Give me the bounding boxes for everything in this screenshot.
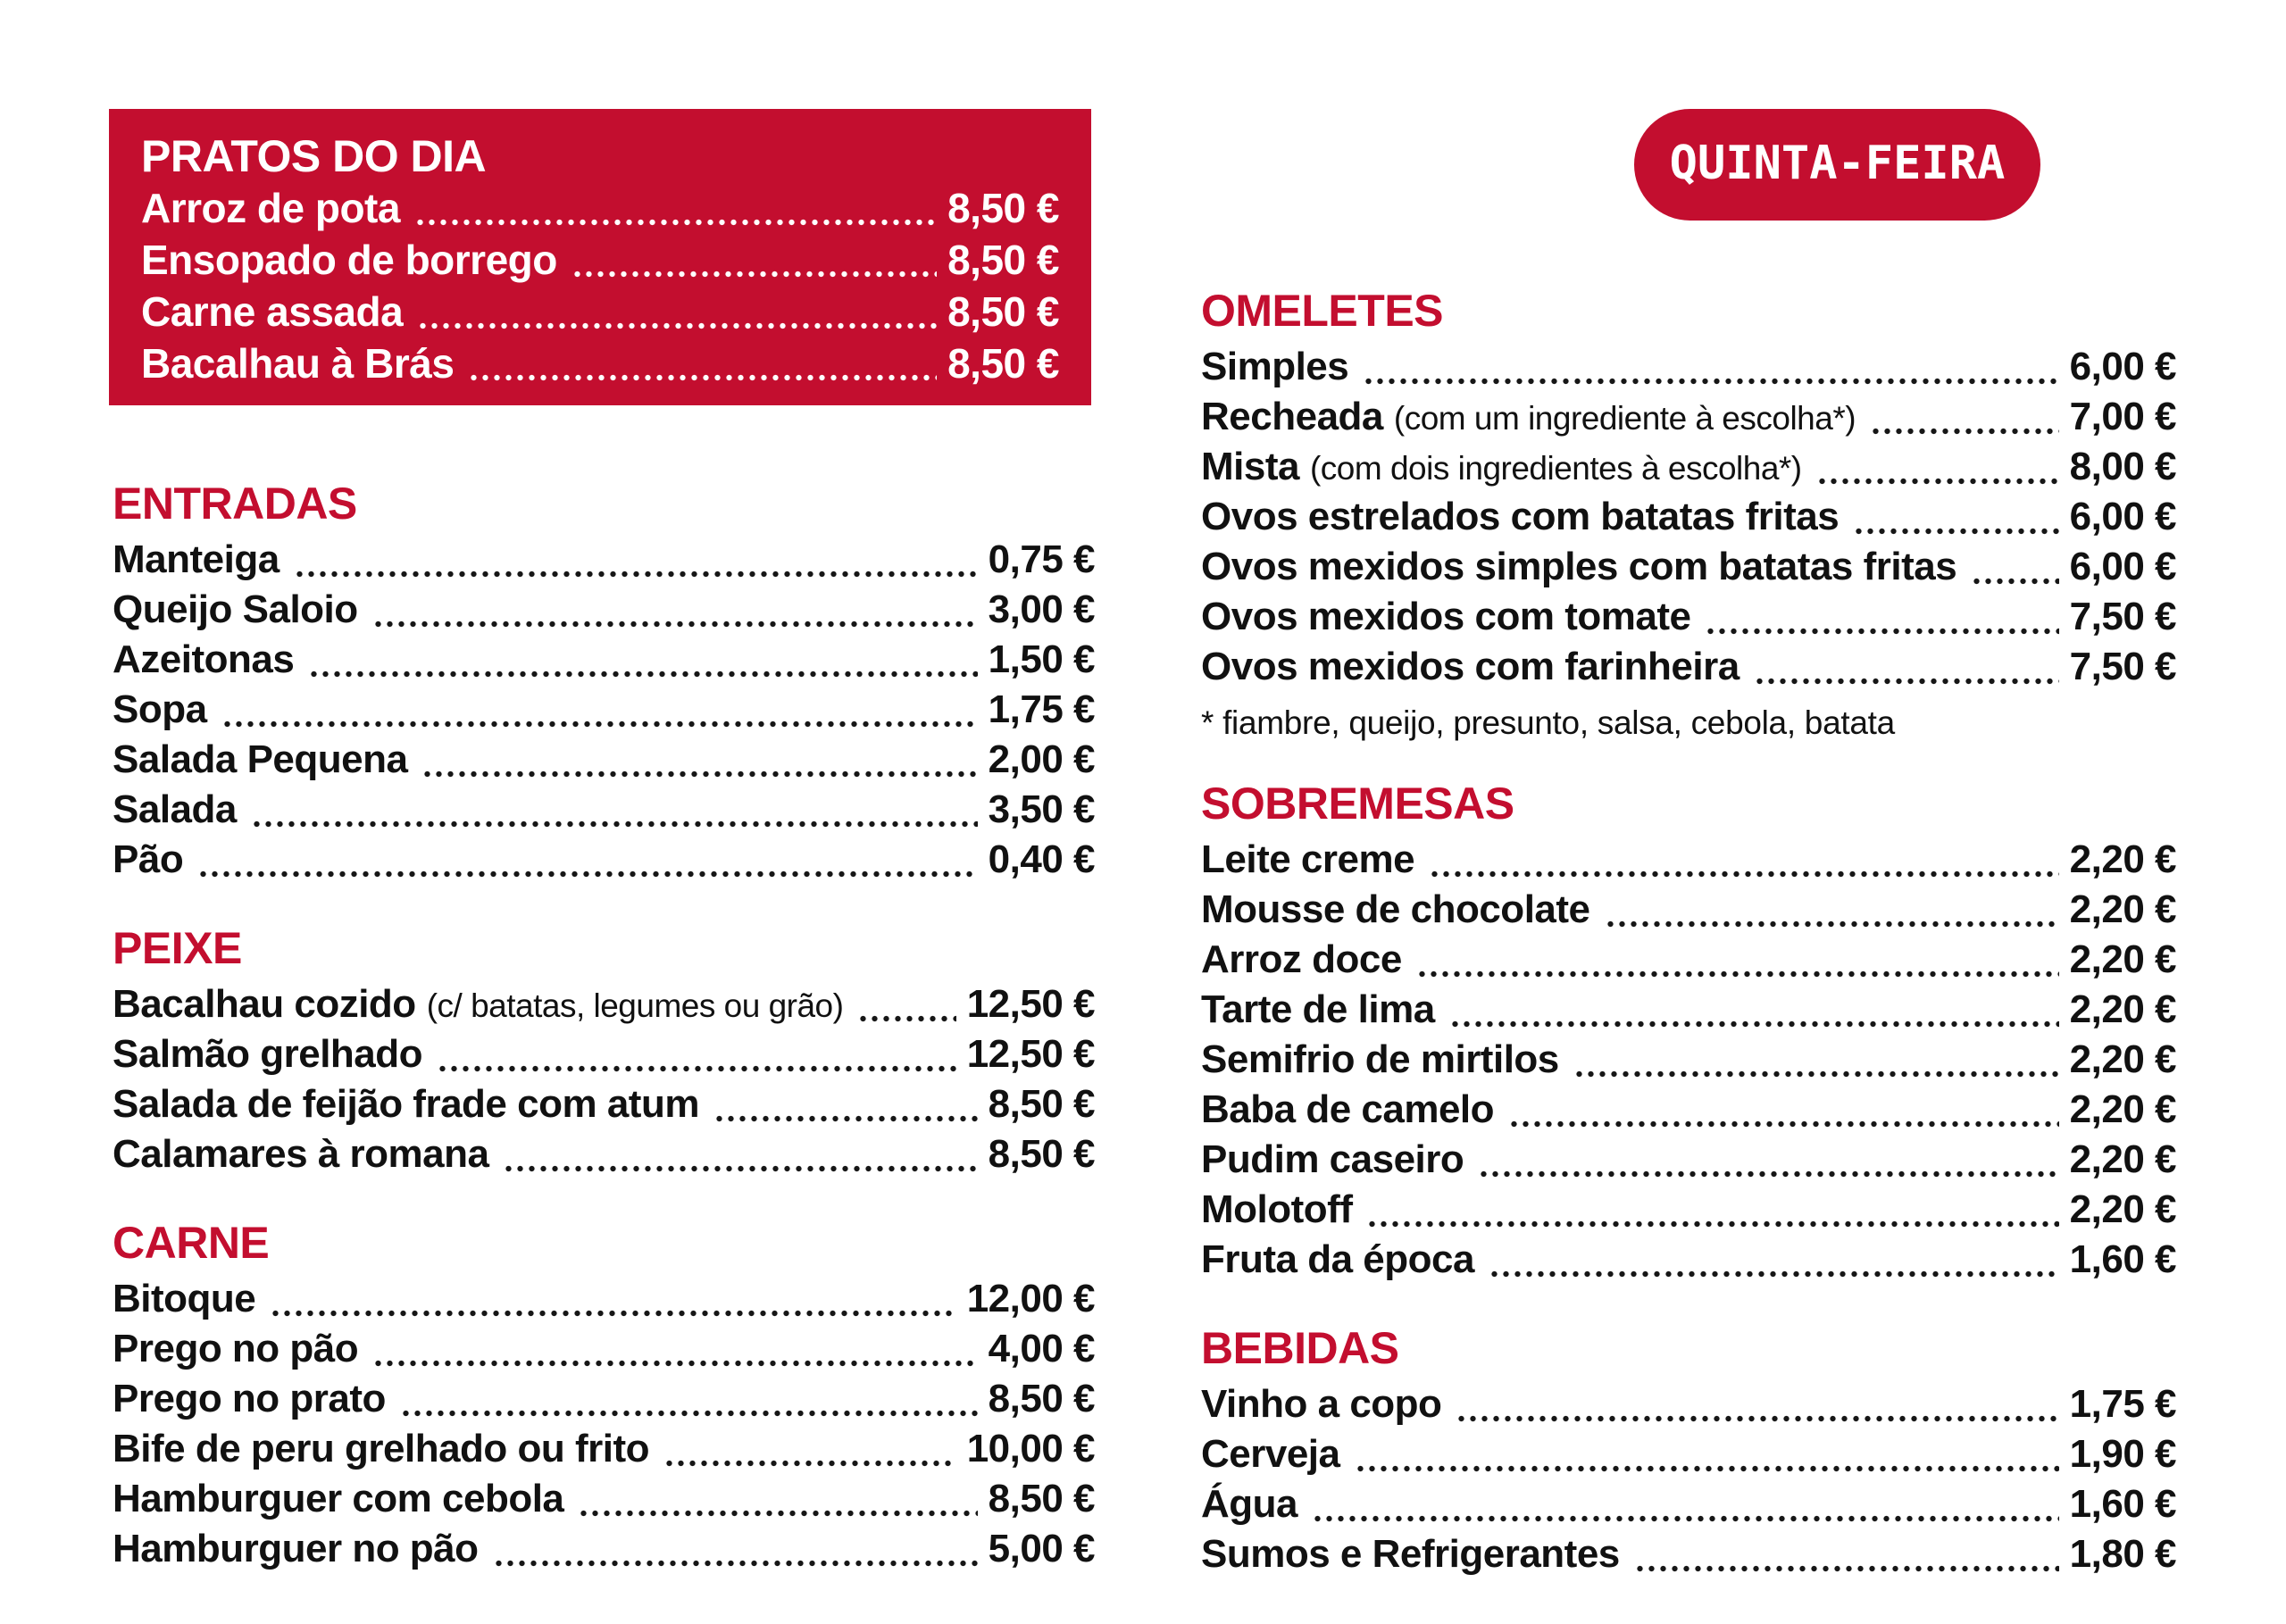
item-name: Água [1201,1482,1297,1526]
menu-section [113,1220,1095,1577]
dot-leader-icon [1705,595,2058,645]
item-price: 12,50 € [966,982,1095,1026]
menu-item-row [141,236,1059,287]
section-item-list [113,1277,1095,1577]
menu-item-row [113,982,1095,1032]
item-name: Sopa [113,687,207,731]
item-price: 2,20 € [2069,1137,2176,1181]
dot-leader-icon [400,1377,978,1427]
item-price: 8,50 € [947,340,1059,387]
item-price: 10,00 € [966,1427,1095,1470]
menu-item-row [113,737,1095,787]
dot-leader-icon [1355,1432,2059,1482]
item-price: 12,50 € [966,1032,1095,1076]
menu-section [1201,780,2176,1287]
item-name: Bitoque [113,1277,256,1320]
menu-item-row [141,339,1059,391]
item-name: Salada de feijão frade com atum [113,1082,699,1126]
menu-item-row [1201,1382,2176,1432]
item-name: Recheada [1201,395,1383,438]
item-name: Hamburguer com cebola [113,1477,564,1520]
item-note: (com dois ingredientes à escolha*) [1309,450,1802,487]
dot-leader-icon [1508,1087,2059,1137]
item-name: Sumos e Refrigerantes [1201,1532,1620,1576]
menu-item-row [141,184,1059,236]
dot-leader-icon [421,737,977,787]
dot-leader-icon [1416,937,2059,987]
dot-leader-icon [1605,887,2059,937]
item-price: 7,50 € [2069,595,2176,638]
item-name: Queijo Saloio [113,587,358,631]
item-name: Ovos mexidos com farinheira [1201,645,1740,688]
item-price: 7,00 € [2069,395,2176,438]
menu-section [113,925,1095,1182]
dot-leader-icon [197,837,977,887]
menu-item-row [113,837,1095,887]
item-name: Bacalhau à Brás [141,340,455,387]
menu-item-row [1201,1037,2176,1087]
item-name: Pão [113,837,184,881]
item-price: 1,80 € [2069,1532,2176,1576]
item-price: 5,00 € [988,1527,1095,1570]
day-badge [1634,109,2040,221]
dot-leader-icon [578,1477,977,1527]
item-price: 6,00 € [2069,495,2176,538]
dot-leader-icon [1754,645,2059,695]
menu-item-row [113,1527,1095,1577]
item-price: 1,50 € [988,637,1095,681]
item-price: 1,60 € [2069,1237,2176,1281]
dot-leader-icon [1870,395,2059,445]
menu-item-row [1201,445,2176,495]
menu-section [1201,1325,2176,1582]
menu-item-row [113,1477,1095,1527]
daily-specials-box [109,109,1091,405]
dot-leader-icon [663,1427,956,1477]
dot-leader-icon [572,236,937,287]
dot-leader-icon [1971,545,2058,595]
menu-item-row [113,787,1095,837]
menu-item-row [1201,1087,2176,1137]
item-name: Ovos estrelados com batatas fritas [1201,495,1840,538]
menu-item-row [113,687,1095,737]
menu-column-left [113,480,1095,1577]
item-name: Tarte de lima [1201,987,1435,1031]
menu-item-row [113,1327,1095,1377]
item-name: Arroz doce [1201,937,1402,981]
item-price: 12,00 € [966,1277,1095,1320]
item-price: 2,20 € [2069,1037,2176,1081]
dot-leader-icon [857,982,955,1032]
item-name: Leite creme [1201,837,1415,881]
item-price: 3,50 € [988,787,1095,831]
menu-item-row [113,587,1095,637]
item-name: Cerveja [1201,1432,1340,1476]
dot-leader-icon [414,184,937,236]
dot-leader-icon [493,1527,978,1577]
dot-leader-icon [1429,837,2059,887]
item-price: 2,00 € [988,737,1095,781]
item-name: Bife de peru grelhado ou frito [113,1427,650,1470]
item-price: 0,75 € [988,537,1095,581]
item-price: 2,20 € [2069,887,2176,931]
item-price: 8,50 € [988,1477,1095,1520]
item-name: Prego no prato [113,1377,386,1420]
section-title: PEIXE [113,923,242,973]
item-name: Vinho a copo [1201,1382,1442,1426]
item-price: 6,00 € [2069,545,2176,588]
item-price: 8,50 € [988,1132,1095,1176]
menu-item-row [113,637,1095,687]
menu-item-row [1201,645,2176,695]
section-item-list [1201,1382,2176,1582]
item-price: 0,40 € [988,837,1095,881]
dot-leader-icon [372,587,978,637]
item-name: Salada Pequena [113,737,408,781]
section-title: CARNE [113,1218,270,1268]
item-name: Prego no pão [113,1327,359,1370]
section-item-list [113,537,1095,887]
daily-specials-title: PRATOS DO DIA [141,131,487,181]
menu-item-row [113,537,1095,587]
item-name: Semifrio de mirtilos [1201,1037,1559,1081]
dot-leader-icon [1478,1137,2058,1187]
item-name: Salmão grelhado [113,1032,423,1076]
daily-specials-list [141,184,1059,391]
menu-section [1201,287,2176,743]
item-price: 2,20 € [2069,1087,2176,1131]
dot-leader-icon [1573,1037,2059,1087]
menu-item-row [1201,545,2176,595]
dot-leader-icon [1366,1187,2058,1237]
item-name: Fruta da época [1201,1237,1474,1281]
item-price: 1,75 € [988,687,1095,731]
item-name: Ensopado de borrego [141,237,557,283]
item-name: Azeitonas [113,637,295,681]
section-item-list [113,982,1095,1182]
dot-leader-icon [1456,1382,2058,1432]
item-price: 8,50 € [947,237,1059,283]
dot-leader-icon [270,1277,955,1327]
dot-leader-icon [503,1132,977,1182]
item-name: Hamburguer no pão [113,1527,479,1570]
dot-leader-icon [437,1032,956,1082]
menu-item-row [113,1082,1095,1132]
section-title: SOBREMESAS [1201,779,1514,829]
menu-item-row [1201,937,2176,987]
menu-item-row [141,287,1059,339]
item-name: Calamares à romana [113,1132,489,1176]
menu-item-row [1201,1532,2176,1582]
item-price: 8,00 € [2069,445,2176,488]
item-name: Molotoff [1201,1187,1353,1231]
item-price: 6,00 € [2069,345,2176,388]
menu-item-row [1201,495,2176,545]
item-price: 8,50 € [947,288,1059,335]
item-name: Pudim caseiro [1201,1137,1464,1181]
item-name: Simples [1201,345,1349,388]
dot-leader-icon [372,1327,978,1377]
dot-leader-icon [1634,1532,2059,1582]
menu-item-row [1201,1187,2176,1237]
section-item-list [1201,345,2176,695]
item-price: 2,20 € [2069,837,2176,881]
item-name: Mousse de chocolate [1201,887,1590,931]
menu-item-row [113,1427,1095,1477]
item-price: 8,50 € [988,1082,1095,1126]
section-title: ENTRADAS [113,479,357,529]
menu-item-row [113,1132,1095,1182]
item-name: Ovos mexidos com tomate [1201,595,1691,638]
dot-leader-icon [251,787,978,837]
dot-leader-icon [1449,987,2059,1037]
dot-leader-icon [468,339,937,391]
item-price: 1,75 € [2069,1382,2176,1426]
menu-item-row [1201,1137,2176,1187]
menu-column-right [1201,287,2176,1582]
item-price: 7,50 € [2069,645,2176,688]
item-name: Manteiga [113,537,279,581]
menu-item-row [1201,1237,2176,1287]
item-note: (com um ingrediente à escolha*) [1393,400,1856,437]
dot-leader-icon [1312,1482,2059,1532]
dot-leader-icon [713,1082,978,1132]
menu-item-row [113,1277,1095,1327]
item-name: Baba de camelo [1201,1087,1495,1131]
item-price: 1,60 € [2069,1482,2176,1526]
dot-leader-icon [1489,1237,2059,1287]
item-price: 1,90 € [2069,1432,2176,1476]
item-name: Bacalhau cozido [113,982,416,1026]
item-name: Ovos mexidos simples com batatas fritas [1201,545,1957,588]
dot-leader-icon [1816,445,2059,495]
item-price: 2,20 € [2069,937,2176,981]
menu-item-row [1201,1482,2176,1532]
menu-item-row [1201,395,2176,445]
item-name: Arroz de pota [141,185,400,231]
menu-item-row [113,1377,1095,1427]
item-price: 8,50 € [947,185,1059,231]
item-price: 4,00 € [988,1327,1095,1370]
item-name: Carne assada [141,288,404,335]
menu-item-row [1201,987,2176,1037]
section-footnote: * fiambre, queijo, presunto, salsa, cebola, batata [1201,704,1895,741]
menu-item-row [113,1032,1095,1082]
menu-section [113,480,1095,887]
menu-item-row [1201,1432,2176,1482]
day-badge-label: QUINTA-FEIRA [1669,136,2006,190]
item-price: 3,00 € [988,587,1095,631]
dot-leader-icon [1853,495,2058,545]
menu-item-row [1201,345,2176,395]
item-name: Mista [1201,445,1299,488]
item-price: 8,50 € [988,1377,1095,1420]
dot-leader-icon [294,537,978,587]
dot-leader-icon [1363,345,2058,395]
section-title: BEBIDAS [1201,1323,1399,1373]
menu-item-row [1201,837,2176,887]
item-price: 2,20 € [2069,987,2176,1031]
item-price: 2,20 € [2069,1187,2176,1231]
dot-leader-icon [308,637,977,687]
section-title: OMELETES [1201,286,1444,336]
item-name: Salada [113,787,237,831]
dot-leader-icon [417,287,937,339]
section-item-list [1201,837,2176,1287]
menu-item-row [1201,887,2176,937]
menu-item-row [1201,595,2176,645]
dot-leader-icon [221,687,978,737]
item-note: (c/ batatas, legumes ou grão) [426,987,844,1024]
